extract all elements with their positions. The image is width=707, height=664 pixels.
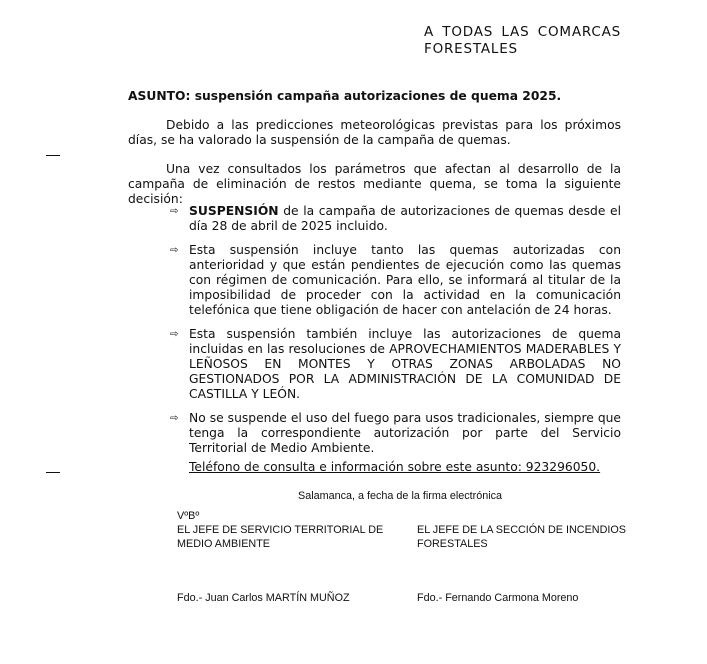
right-arrow-icon: ⇨ (170, 245, 179, 256)
right-arrow-icon: ⇨ (170, 206, 179, 217)
list-item (170, 411, 621, 456)
signer-right-title-2: FORESTALES (417, 538, 488, 550)
fold-mark-top (46, 155, 60, 156)
signer-right-signature: Fdo.- Fernando Carmona Moreno (417, 592, 579, 604)
right-arrow-icon: ⇨ (170, 329, 179, 340)
bullet-bold: SUSPENSIÓN (189, 204, 279, 218)
right-arrow-icon: ⇨ (170, 413, 179, 424)
signer-left-signature: Fdo.- Juan Carlos MARTÍN MUÑOZ (177, 592, 350, 604)
place-date: Salamanca, a fecha de la firma electrónica (298, 490, 503, 502)
bullet-text: Esta suspensión también incluye las autorizaciones de quema incluidas en las resoluciones de APROVECHAMIENTOS MADERABLES Y LEÑOSOS EN MONTES Y OTRAS ZONAS ARBOLADAS NO GESTIONADOS POR LA ADMINISTRACIÓN DE LA COMUNIDAD DE CASTILLA Y LEÓN. (189, 327, 621, 401)
bullet-text: Esta suspensión incluye tanto las quemas autorizadas con anterioridad y que están pendientes de ejecución como las quemas con régimen de comunicación. Para ello, se informará al titular de la imposibilidad de proceder con la actividad en la comunicación telefónica que tiene obligación de hacer con antelación de 24 horas. (189, 243, 621, 317)
decision-list (170, 204, 621, 456)
list-item (170, 327, 621, 402)
subject-line: ASUNTO: suspensión campaña autorizaciones de quema 2025. (128, 89, 562, 103)
contact-phone-line: Teléfono de consulta e información sobre este asunto: 923296050. (189, 460, 601, 474)
vobo-label: VºBº (177, 510, 200, 522)
signer-right-title-1: EL JEFE DE LA SECCIÓN DE INCENDIOS (417, 524, 626, 536)
paragraph-decision: Una vez consultados los parámetros que afectan al desarrollo de la campaña de eliminación de restos mediante quema, se toma la siguiente decisión: (128, 162, 621, 206)
fold-mark-bottom (46, 472, 60, 473)
bullet-text: No se suspende el uso del fuego para usos tradicionales, siempre que tenga la correspondiente autorización por parte del Servicio Territorial de Medio Ambiente. (189, 411, 621, 455)
recipient-heading: A TODAS LAS COMARCAS FORESTALES (424, 24, 621, 57)
signer-left-title-2: MEDIO AMBIENTE (177, 538, 270, 550)
paragraph-forecast: Debido a las predicciones meteorológicas previstas para los próximos días, se ha valorado la suspensión de la campaña de quemas. (128, 118, 621, 147)
list-item (170, 204, 621, 234)
signer-left-title-1: EL JEFE DE SERVICIO TERRITORIAL DE (177, 524, 384, 536)
bullet-text: de la campaña de autorizaciones de quemas desde el día 28 de abril de 2025 incluido. (189, 204, 621, 233)
list-item (170, 243, 621, 318)
